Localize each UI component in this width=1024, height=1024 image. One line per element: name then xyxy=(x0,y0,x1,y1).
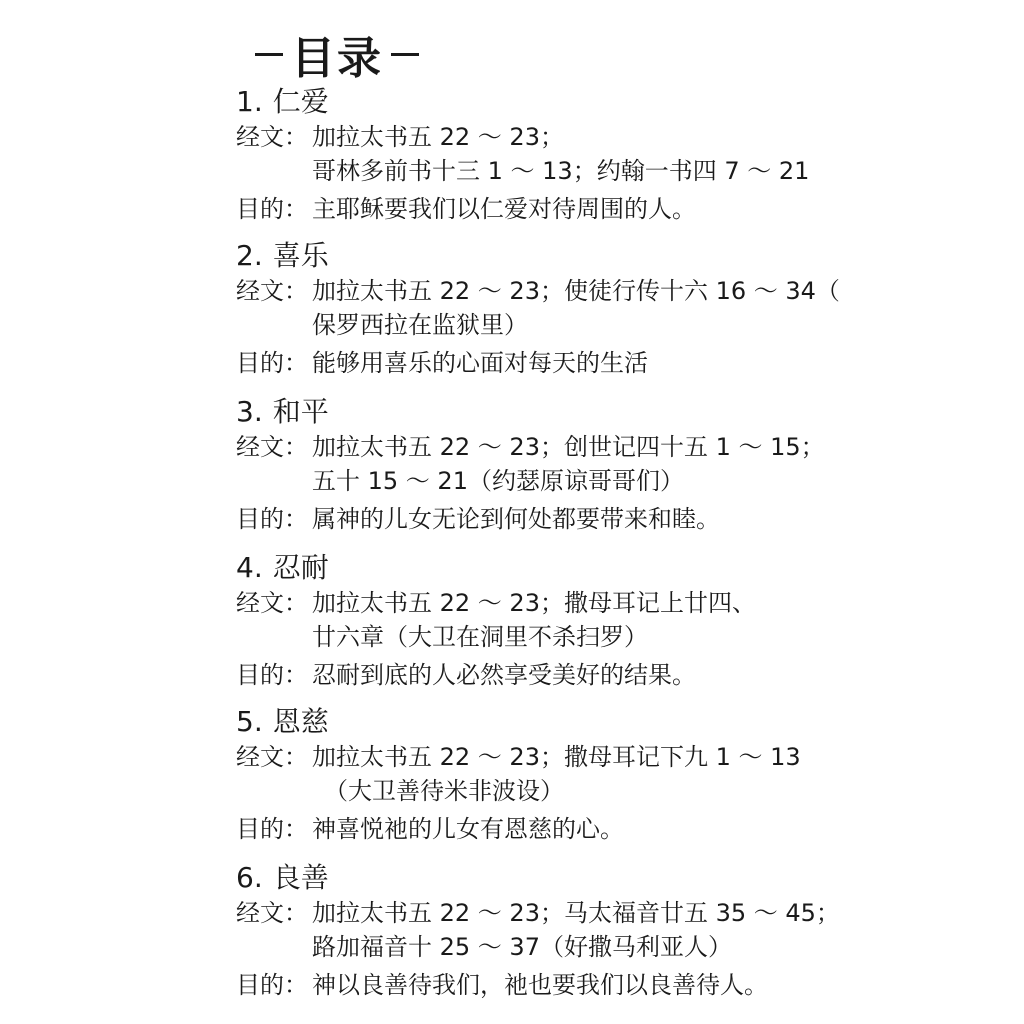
section-number: 5. xyxy=(236,705,263,738)
section-title: 忍耐 xyxy=(272,551,329,584)
section-title: 和平 xyxy=(272,395,329,428)
purpose-label: 目的： xyxy=(236,971,308,999)
purpose-text: 属神的儿女无论到何处都要带来和睦。 xyxy=(312,505,720,533)
scripture-line-continued xyxy=(236,308,996,342)
scripture-text: 哥林多前书十三 1 ～ 13；约翰一书四 7 ～ 21 xyxy=(312,157,810,185)
toc-section-2 xyxy=(236,238,996,380)
purpose-text: 主耶稣要我们以仁爱对待周围的人。 xyxy=(312,195,696,223)
purpose-label: 目的： xyxy=(236,661,308,689)
section-title: 良善 xyxy=(272,861,329,894)
purpose-line xyxy=(236,192,996,226)
scripture-line xyxy=(236,274,996,308)
section-title: 喜乐 xyxy=(272,239,329,272)
section-title: 恩慈 xyxy=(272,705,329,738)
scripture-line-continued xyxy=(236,930,996,964)
section-number: 6. xyxy=(236,861,263,894)
purpose-label: 目的： xyxy=(236,349,308,377)
scripture-label: 经文： xyxy=(236,743,308,771)
scripture-text: （大卫善待米非波设） xyxy=(324,777,564,805)
purpose-label: 目的： xyxy=(236,195,308,223)
scripture-text: 路加福音十 25 ～ 37（好撒马利亚人） xyxy=(312,933,732,961)
scripture-label: 经文： xyxy=(236,433,308,461)
section-heading xyxy=(236,84,996,120)
purpose-line xyxy=(236,812,996,846)
section-number: 2. xyxy=(236,239,263,272)
scripture-line-continued xyxy=(236,464,996,498)
scripture-text: 五十 15 ～ 21（约瑟原谅哥哥们） xyxy=(312,467,684,495)
toc-section-6 xyxy=(236,860,996,1002)
section-title: 仁爱 xyxy=(272,85,329,118)
section-heading xyxy=(236,238,996,274)
purpose-text: 能够用喜乐的心面对每天的生活 xyxy=(312,349,648,377)
title-left-dash xyxy=(255,53,283,56)
toc-section-4 xyxy=(236,550,996,692)
toc-section-5 xyxy=(236,704,996,846)
scripture-text: 廿六章（大卫在洞里不杀扫罗） xyxy=(312,623,648,651)
purpose-label: 目的： xyxy=(236,505,308,533)
purpose-text: 忍耐到底的人必然享受美好的结果。 xyxy=(312,661,696,689)
scripture-line-continued xyxy=(236,620,996,654)
scripture-text: 加拉太书五 22 ～ 23；创世记四十五 1 ～ 15； xyxy=(312,433,825,461)
section-heading xyxy=(236,704,996,740)
scripture-line xyxy=(236,430,996,464)
scripture-label: 经文： xyxy=(236,277,308,305)
purpose-text: 神喜悦祂的儿女有恩慈的心。 xyxy=(312,815,624,843)
purpose-line xyxy=(236,502,996,536)
section-number: 3. xyxy=(236,395,263,428)
section-heading xyxy=(236,394,996,430)
purpose-line xyxy=(236,346,996,380)
scripture-text: 加拉太书五 22 ～ 23；撒母耳记上廿四、 xyxy=(312,589,756,617)
purpose-label: 目的： xyxy=(236,815,308,843)
purpose-line xyxy=(236,968,996,1002)
section-number: 4. xyxy=(236,551,263,584)
section-heading xyxy=(236,550,996,586)
scripture-line-continued xyxy=(236,154,996,188)
scripture-text: 保罗西拉在监狱里） xyxy=(312,311,528,339)
scripture-text: 加拉太书五 22 ～ 23；马太福音廿五 35 ～ 45； xyxy=(312,899,840,927)
scripture-line xyxy=(236,586,996,620)
section-number: 1. xyxy=(236,85,263,118)
scripture-text: 加拉太书五 22 ～ 23；撒母耳记下九 1 ～ 13 xyxy=(312,743,801,771)
purpose-line xyxy=(236,658,996,692)
scripture-text: 加拉太书五 22 ～ 23； xyxy=(312,123,564,151)
scripture-label: 经文： xyxy=(236,589,308,617)
section-heading xyxy=(236,860,996,896)
scripture-line xyxy=(236,120,996,154)
scripture-text: 加拉太书五 22 ～ 23；使徒行传十六 16 ～ 34（ xyxy=(312,277,840,305)
scripture-label: 经文： xyxy=(236,123,308,151)
scripture-line-continued xyxy=(236,774,996,808)
purpose-text: 神以良善待我们，祂也要我们以良善待人。 xyxy=(312,971,768,999)
title-right-dash xyxy=(391,53,419,56)
toc-section-1 xyxy=(236,84,996,226)
scripture-label: 经文： xyxy=(236,899,308,927)
toc-title xyxy=(247,26,427,82)
scripture-line xyxy=(236,896,996,930)
scripture-line xyxy=(236,740,996,774)
toc-section-3 xyxy=(236,394,996,536)
toc-title-text: 目录 xyxy=(291,33,383,84)
